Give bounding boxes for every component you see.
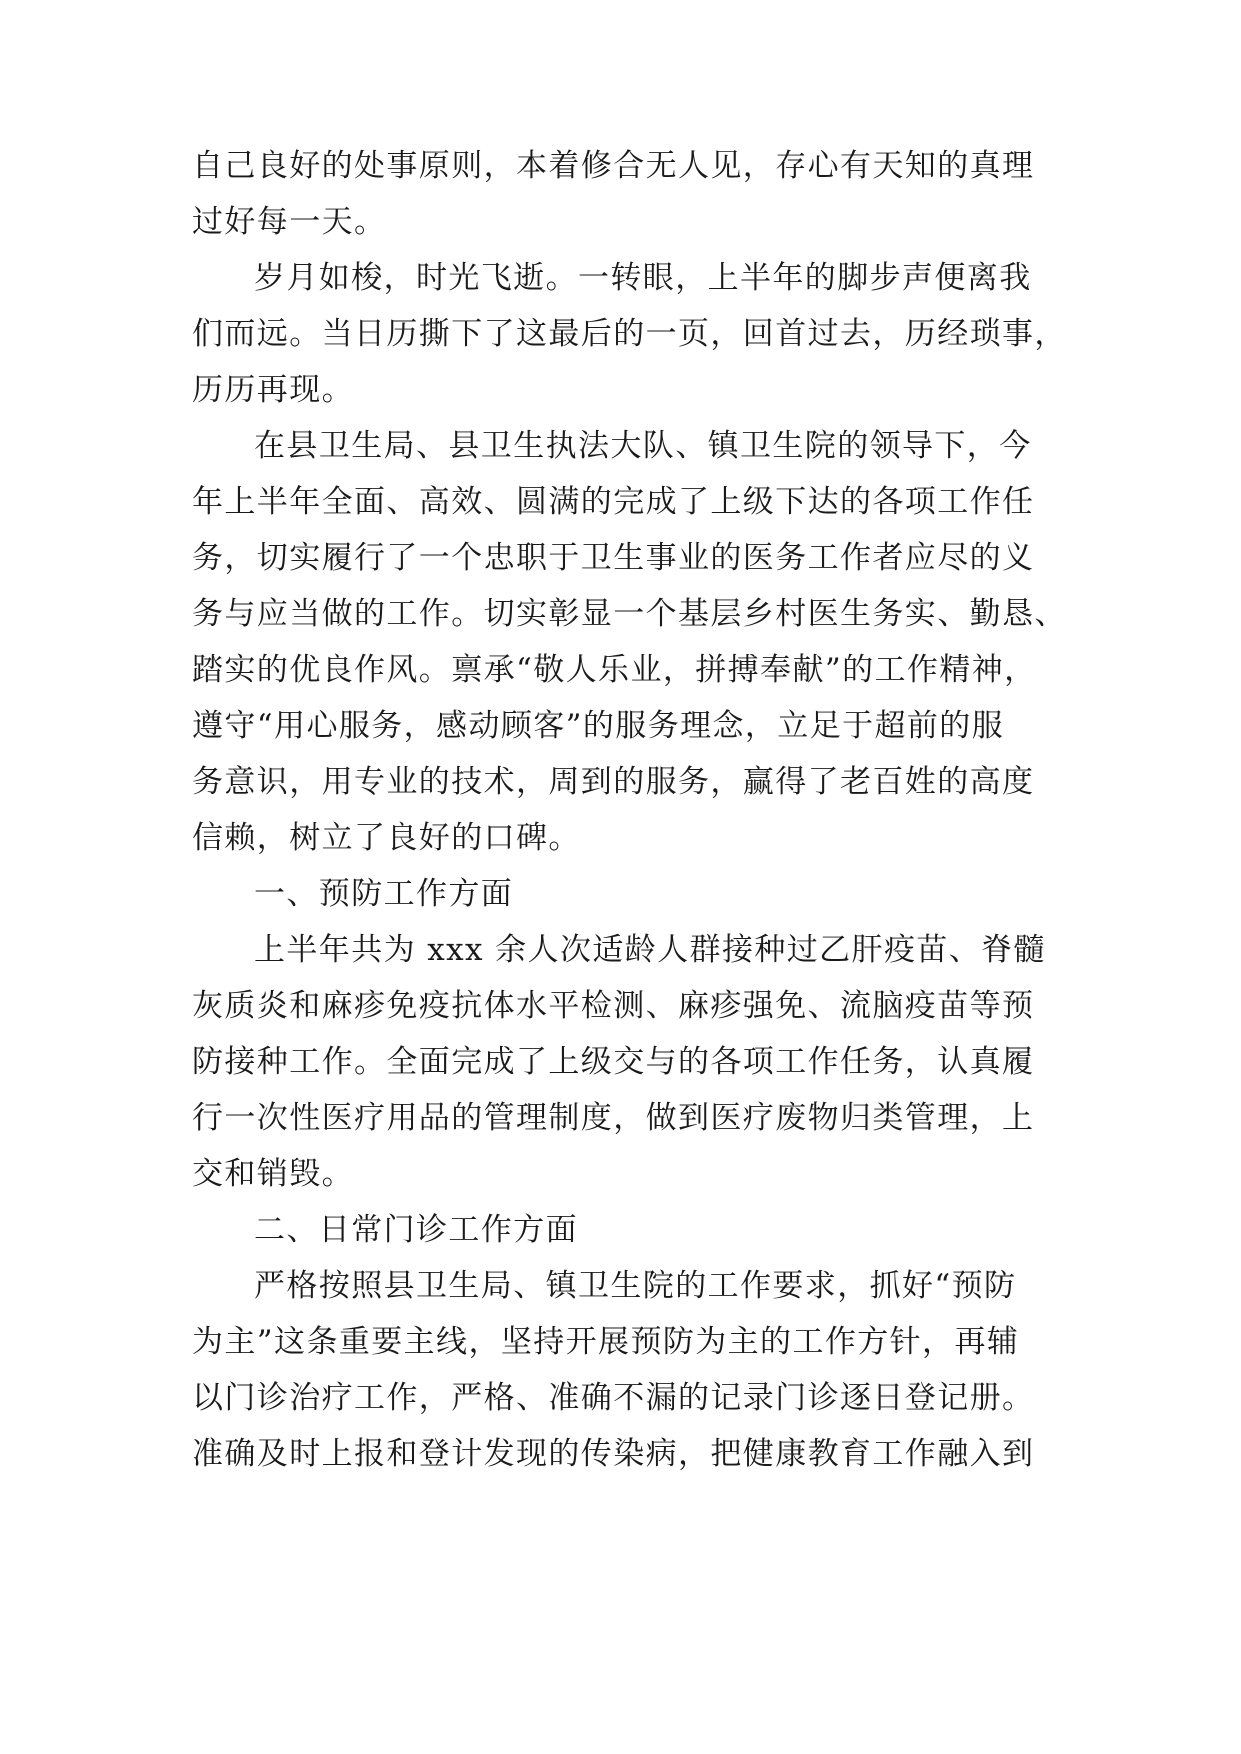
text-line: 行一次性医疗用品的管理制度，做到医疗废物归类管理，上 <box>192 1100 1035 1136</box>
text-line: 们而远。当日历撕下了这最后的一页，回首过去，历经琐事， <box>192 316 1067 352</box>
text-line: 过好每一天。 <box>192 204 387 240</box>
text-line: 以门诊治疗工作，严格、准确不漏的记录门诊逐日登记册。 <box>192 1380 1035 1416</box>
text-line: 历历再现。 <box>192 372 354 408</box>
text-line: 准确及时上报和登计发现的传染病，把健康教育工作融入到 <box>192 1436 1035 1472</box>
text-line: 灰质炎和麻疹免疫抗体水平检测、麻疹强免、流脑疫苗等预 <box>192 988 1035 1024</box>
text-line: 在县卫生局、县卫生执法大队、镇卫生院的领导下，今 <box>254 428 1032 464</box>
text-line: 遵守“用心服务，感动顾客”的服务理念，立足于超前的服 <box>192 708 1005 744</box>
text-line: 务意识，用专业的技术，周到的服务，赢得了老百姓的高度 <box>192 764 1035 800</box>
text-line: 务，切实履行了一个忠职于卫生事业的医务工作者应尽的义 <box>192 540 1035 576</box>
text-line: 防接种工作。全面完成了上级交与的各项工作任务，认真履 <box>192 1044 1035 1080</box>
text-line: 为主”这条重要主线，坚持开展预防为主的工作方针，再辅 <box>192 1324 1020 1360</box>
text-line: 自己良好的处事原则，本着修合无人见，存心有天知的真理 <box>192 148 1035 184</box>
section-heading: 二、日常门诊工作方面 <box>254 1212 578 1248</box>
text-line: 岁月如梭，时光飞逝。一转眼，上半年的脚步声便离我 <box>254 260 1032 296</box>
text-line: 交和销毁。 <box>192 1156 354 1192</box>
text-line: 踏实的优良作风。禀承“敬人乐业，拼搏奉献”的工作精神， <box>192 652 1037 688</box>
text-line: 严格按照县卫生局、镇卫生院的工作要求，抓好“预防 <box>254 1268 1017 1304</box>
text-line: 上半年共为 xxx 余人次适龄人群接种过乙肝疫苗、脊髓 <box>254 932 1046 968</box>
text-line: 务与应当做的工作。切实彰显一个基层乡村医生务实、勤恳、 <box>192 596 1067 632</box>
text-line: 信赖，树立了良好的口碑。 <box>192 820 581 856</box>
section-heading: 一、预防工作方面 <box>254 876 514 912</box>
text-line: 年上半年全面、高效、圆满的完成了上级下达的各项工作任 <box>192 484 1035 520</box>
